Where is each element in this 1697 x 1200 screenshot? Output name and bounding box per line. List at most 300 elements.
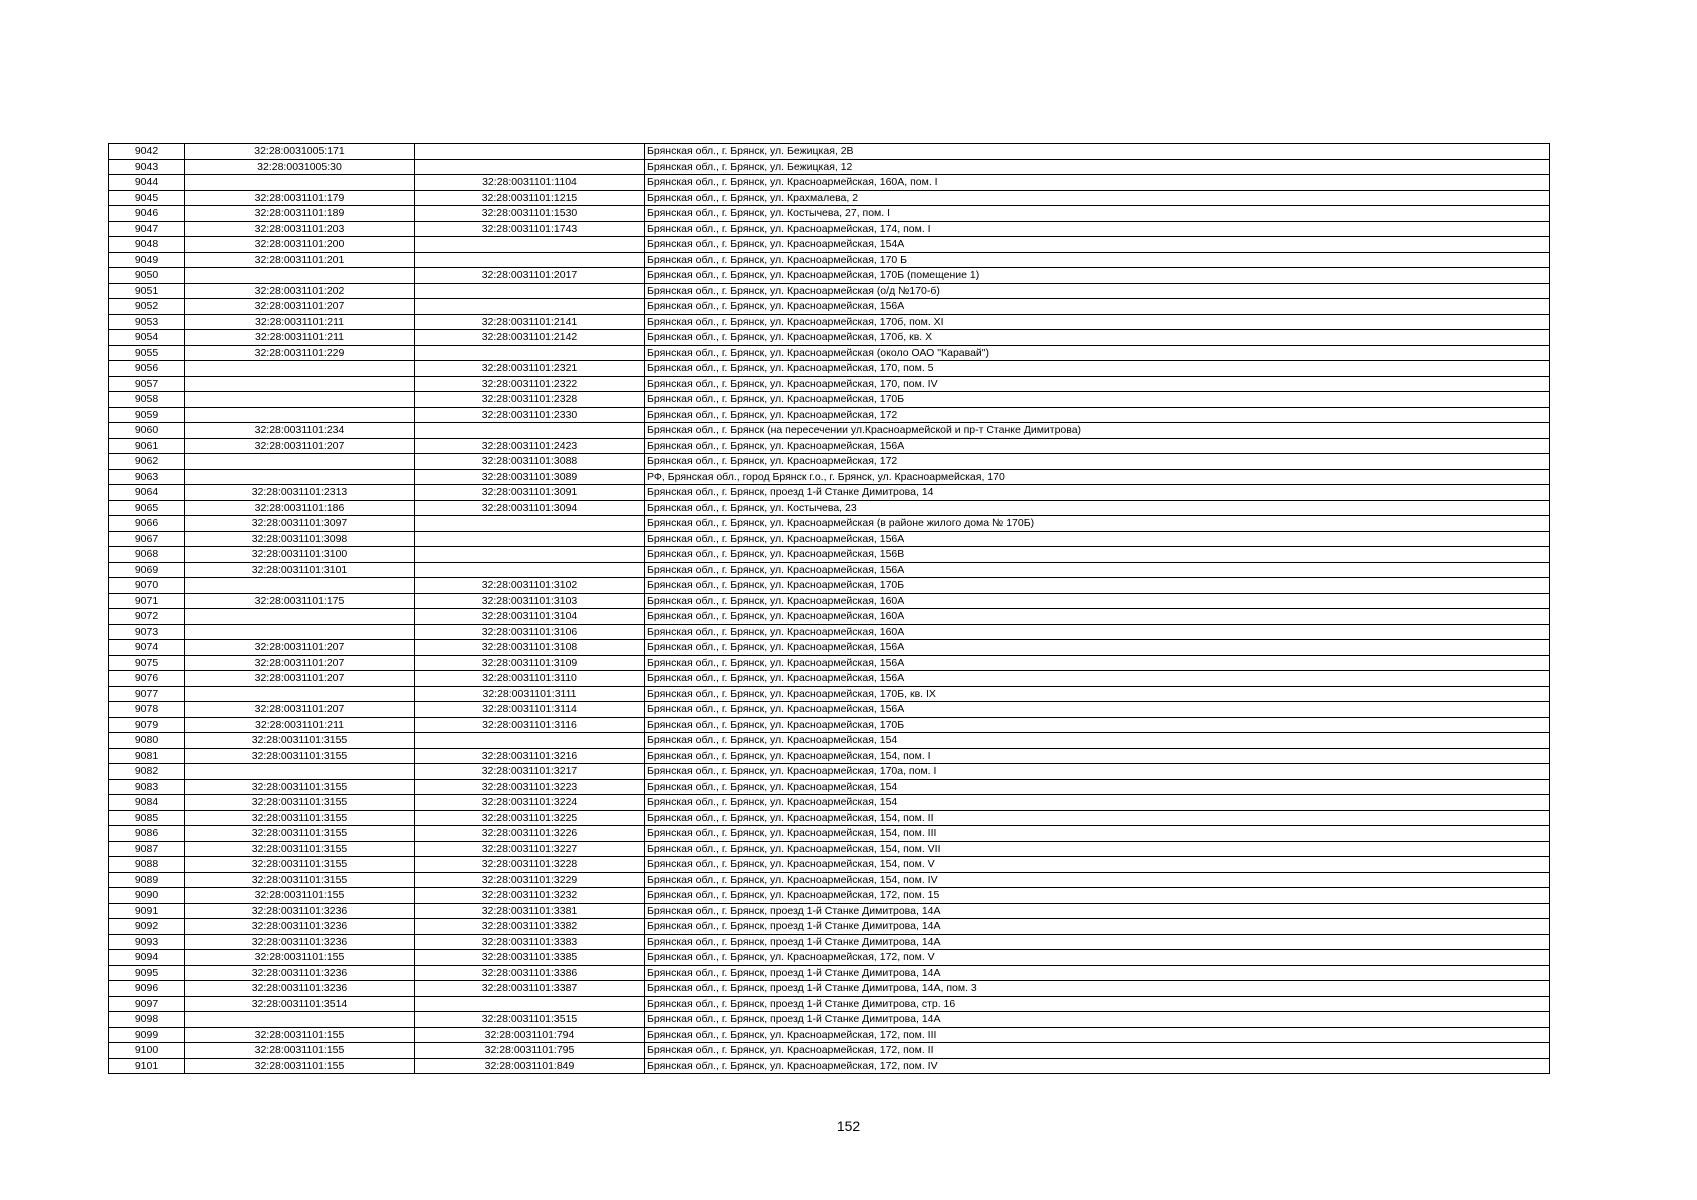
table-row <box>109 593 1550 609</box>
address-cell: Брянская обл., г. Брянск, проезд 1-й Станке Димитрова, 14А <box>645 934 1550 950</box>
address-cell: Брянская обл., г. Брянск, ул. Красноармейская, 156А <box>645 702 1550 718</box>
row-number-cell: 9078 <box>109 702 185 718</box>
object-cadastral-number-cell: 32:28:0031101:3223 <box>415 779 645 795</box>
cadastral-number-cell: 32:28:0031101:211 <box>185 717 415 733</box>
address-cell: Брянская обл., г. Брянск, ул. Бежицкая, 2В <box>645 144 1550 160</box>
address-cell: Брянская обл., г. Брянск, ул. Красноармейская, 172 <box>645 407 1550 423</box>
cadastral-number-cell: 32:28:0031101:3101 <box>185 562 415 578</box>
cadastral-number-cell: 32:28:0031101:3155 <box>185 779 415 795</box>
object-cadastral-number-cell: 32:28:0031101:3217 <box>415 764 645 780</box>
address-cell: Брянская обл., г. Брянск, ул. Красноармейская, 156А <box>645 671 1550 687</box>
row-number-cell: 9046 <box>109 206 185 222</box>
cadastral-number-cell: 32:28:0031101:202 <box>185 283 415 299</box>
address-cell: Брянская обл., г. Брянск, проезд 1-й Станке Димитрова, 14А <box>645 965 1550 981</box>
document-page <box>108 143 1549 1074</box>
row-number-cell: 9098 <box>109 1012 185 1028</box>
cadastral-number-cell <box>185 454 415 470</box>
row-number-cell: 9075 <box>109 655 185 671</box>
table-row <box>109 268 1550 284</box>
cadastral-number-cell: 32:28:0031101:3155 <box>185 810 415 826</box>
row-number-cell: 9050 <box>109 268 185 284</box>
object-cadastral-number-cell <box>415 345 645 361</box>
row-number-cell: 9065 <box>109 500 185 516</box>
row-number-cell: 9072 <box>109 609 185 625</box>
row-number-cell: 9059 <box>109 407 185 423</box>
address-cell: Брянская обл., г. Брянск, ул. Красноармейская (о/д №170-б) <box>645 283 1550 299</box>
table-row <box>109 857 1550 873</box>
cadastral-number-cell: 32:28:0031101:3155 <box>185 748 415 764</box>
address-cell: Брянская обл., г. Брянск, проезд 1-й Станке Димитрова, 14А <box>645 919 1550 935</box>
cadastral-number-cell: 32:28:0031101:3514 <box>185 996 415 1012</box>
table-row <box>109 361 1550 377</box>
cadastral-number-cell <box>185 268 415 284</box>
row-number-cell: 9069 <box>109 562 185 578</box>
cadastral-number-cell <box>185 1012 415 1028</box>
cadastral-number-cell: 32:28:0031101:3098 <box>185 531 415 547</box>
object-cadastral-number-cell: 32:28:0031101:3216 <box>415 748 645 764</box>
address-cell: Брянская обл., г. Брянск, ул. Красноармейская, 172, пом. III <box>645 1027 1550 1043</box>
table-row <box>109 981 1550 997</box>
object-cadastral-number-cell: 32:28:0031101:3386 <box>415 965 645 981</box>
row-number-cell: 9099 <box>109 1027 185 1043</box>
row-number-cell: 9093 <box>109 934 185 950</box>
object-cadastral-number-cell: 32:28:0031101:3103 <box>415 593 645 609</box>
property-table <box>108 143 1550 1074</box>
address-cell: Брянская обл., г. Брянск, ул. Красноармейская, 172, пом. 15 <box>645 888 1550 904</box>
address-cell: Брянская обл., г. Брянск, ул. Красноармейская, 172 <box>645 454 1550 470</box>
cadastral-number-cell: 32:28:0031101:201 <box>185 252 415 268</box>
cadastral-number-cell: 32:28:0031101:211 <box>185 330 415 346</box>
table-row <box>109 345 1550 361</box>
table-row <box>109 159 1550 175</box>
row-number-cell: 9088 <box>109 857 185 873</box>
cadastral-number-cell: 32:28:0031101:3236 <box>185 919 415 935</box>
object-cadastral-number-cell: 32:28:0031101:1104 <box>415 175 645 191</box>
table-row <box>109 717 1550 733</box>
row-number-cell: 9089 <box>109 872 185 888</box>
address-cell: Брянская обл., г. Брянск, ул. Красноармейская, 170б, кв. X <box>645 330 1550 346</box>
table-row <box>109 748 1550 764</box>
address-cell: Брянская обл., г. Брянск, ул. Красноармейская, 154 <box>645 733 1550 749</box>
cadastral-number-cell: 32:28:0031101:207 <box>185 671 415 687</box>
row-number-cell: 9066 <box>109 516 185 532</box>
row-number-cell: 9092 <box>109 919 185 935</box>
address-cell: Брянская обл., г. Брянск, ул. Красноармейская, 156А <box>645 299 1550 315</box>
row-number-cell: 9064 <box>109 485 185 501</box>
table-row <box>109 655 1550 671</box>
address-cell: Брянская обл., г. Брянск, ул. Красноармейская, 154, пом. II <box>645 810 1550 826</box>
row-number-cell: 9080 <box>109 733 185 749</box>
table-row <box>109 469 1550 485</box>
table-row <box>109 485 1550 501</box>
cadastral-number-cell: 32:28:0031101:155 <box>185 1043 415 1059</box>
object-cadastral-number-cell: 32:28:0031101:3381 <box>415 903 645 919</box>
cadastral-number-cell: 32:28:0031101:207 <box>185 655 415 671</box>
address-cell: Брянская обл., г. Брянск, ул. Красноармейская, 170, пом. 5 <box>645 361 1550 377</box>
object-cadastral-number-cell: 32:28:0031101:1743 <box>415 221 645 237</box>
address-cell: Брянская обл., г. Брянск, ул. Красноармейская, 170Б <box>645 717 1550 733</box>
object-cadastral-number-cell: 32:28:0031101:3102 <box>415 578 645 594</box>
table-row <box>109 702 1550 718</box>
cadastral-number-cell: 32:28:0031101:200 <box>185 237 415 253</box>
row-number-cell: 9071 <box>109 593 185 609</box>
cadastral-number-cell: 32:28:0031101:3236 <box>185 903 415 919</box>
table-row <box>109 1012 1550 1028</box>
object-cadastral-number-cell: 32:28:0031101:3232 <box>415 888 645 904</box>
table-row <box>109 841 1550 857</box>
address-cell: Брянская обл., г. Брянск, проезд 1-й Станке Димитрова, стр. 16 <box>645 996 1550 1012</box>
table-row <box>109 206 1550 222</box>
object-cadastral-number-cell: 32:28:0031101:2328 <box>415 392 645 408</box>
object-cadastral-number-cell <box>415 299 645 315</box>
table-row <box>109 221 1550 237</box>
cadastral-number-cell: 32:28:0031101:3236 <box>185 965 415 981</box>
cadastral-number-cell <box>185 175 415 191</box>
row-number-cell: 9055 <box>109 345 185 361</box>
address-cell: Брянская обл., г. Брянск, ул. Красноармейская, 156В <box>645 547 1550 563</box>
cadastral-number-cell <box>185 361 415 377</box>
table-row <box>109 500 1550 516</box>
row-number-cell: 9084 <box>109 795 185 811</box>
property-table-body <box>109 144 1550 1074</box>
row-number-cell: 9077 <box>109 686 185 702</box>
table-row <box>109 252 1550 268</box>
table-row <box>109 888 1550 904</box>
object-cadastral-number-cell: 32:28:0031101:2142 <box>415 330 645 346</box>
object-cadastral-number-cell: 32:28:0031101:3227 <box>415 841 645 857</box>
table-row <box>109 733 1550 749</box>
table-row <box>109 965 1550 981</box>
address-cell: Брянская обл., г. Брянск, проезд 1-й Станке Димитрова, 14А, пом. 3 <box>645 981 1550 997</box>
cadastral-number-cell: 32:28:0031101:234 <box>185 423 415 439</box>
cadastral-number-cell: 32:28:0031101:3155 <box>185 857 415 873</box>
object-cadastral-number-cell <box>415 547 645 563</box>
row-number-cell: 9051 <box>109 283 185 299</box>
object-cadastral-number-cell <box>415 733 645 749</box>
cadastral-number-cell: 32:28:0031101:175 <box>185 593 415 609</box>
table-row <box>109 640 1550 656</box>
table-row <box>109 779 1550 795</box>
page-number: 152 <box>836 1118 861 1134</box>
row-number-cell: 9096 <box>109 981 185 997</box>
object-cadastral-number-cell: 32:28:0031101:3111 <box>415 686 645 702</box>
object-cadastral-number-cell: 32:28:0031101:3224 <box>415 795 645 811</box>
address-cell: Брянская обл., г. Брянск, ул. Красноармейская, 170Б <box>645 392 1550 408</box>
object-cadastral-number-cell <box>415 237 645 253</box>
row-number-cell: 9073 <box>109 624 185 640</box>
cadastral-number-cell: 32:28:0031101:155 <box>185 888 415 904</box>
object-cadastral-number-cell: 32:28:0031101:2321 <box>415 361 645 377</box>
row-number-cell: 9074 <box>109 640 185 656</box>
table-row <box>109 531 1550 547</box>
cadastral-number-cell: 32:28:0031101:179 <box>185 190 415 206</box>
address-cell: Брянская обл., г. Брянск, ул. Красноармейская, 170а, пом. I <box>645 764 1550 780</box>
address-cell: Брянская обл., г. Брянск, ул. Красноармейская, 160А <box>645 624 1550 640</box>
cadastral-number-cell: 32:28:0031101:207 <box>185 702 415 718</box>
address-cell: Брянская обл., г. Брянск, ул. Красноармейская, 156А <box>645 438 1550 454</box>
object-cadastral-number-cell: 32:28:0031101:2017 <box>415 268 645 284</box>
object-cadastral-number-cell <box>415 996 645 1012</box>
row-number-cell: 9095 <box>109 965 185 981</box>
row-number-cell: 9067 <box>109 531 185 547</box>
object-cadastral-number-cell: 32:28:0031101:3228 <box>415 857 645 873</box>
row-number-cell: 9079 <box>109 717 185 733</box>
object-cadastral-number-cell: 32:28:0031101:3108 <box>415 640 645 656</box>
table-row <box>109 919 1550 935</box>
object-cadastral-number-cell: 32:28:0031101:3387 <box>415 981 645 997</box>
table-row <box>109 903 1550 919</box>
object-cadastral-number-cell <box>415 562 645 578</box>
object-cadastral-number-cell: 32:28:0031101:3109 <box>415 655 645 671</box>
cadastral-number-cell <box>185 469 415 485</box>
address-cell: Брянская обл., г. Брянск, ул. Красноармейская, 172, пом. V <box>645 950 1550 966</box>
row-number-cell: 9053 <box>109 314 185 330</box>
cadastral-number-cell: 32:28:0031101:3100 <box>185 547 415 563</box>
table-row <box>109 175 1550 191</box>
row-number-cell: 9085 <box>109 810 185 826</box>
row-number-cell: 9058 <box>109 392 185 408</box>
table-row <box>109 392 1550 408</box>
object-cadastral-number-cell: 32:28:0031101:3088 <box>415 454 645 470</box>
row-number-cell: 9052 <box>109 299 185 315</box>
object-cadastral-number-cell: 32:28:0031101:3515 <box>415 1012 645 1028</box>
address-cell: Брянская обл., г. Брянск, ул. Красноармейская, 170Б <box>645 578 1550 594</box>
object-cadastral-number-cell: 32:28:0031101:3226 <box>415 826 645 842</box>
row-number-cell: 9091 <box>109 903 185 919</box>
row-number-cell: 9044 <box>109 175 185 191</box>
table-row <box>109 950 1550 966</box>
cadastral-number-cell: 32:28:0031005:30 <box>185 159 415 175</box>
table-row <box>109 1043 1550 1059</box>
address-cell: Брянская обл., г. Брянск, ул. Красноармейская, 160А, пом. I <box>645 175 1550 191</box>
cadastral-number-cell: 32:28:0031101:186 <box>185 500 415 516</box>
address-cell: Брянская обл., г. Брянск (на пересечении ул.Красноармейской и пр-т Станке Димитрова) <box>645 423 1550 439</box>
address-cell: Брянская обл., г. Брянск, ул. Костычева, 23 <box>645 500 1550 516</box>
object-cadastral-number-cell <box>415 423 645 439</box>
cadastral-number-cell: 32:28:0031005:171 <box>185 144 415 160</box>
cadastral-number-cell: 32:28:0031101:203 <box>185 221 415 237</box>
table-row <box>109 795 1550 811</box>
table-row <box>109 330 1550 346</box>
row-number-cell: 9049 <box>109 252 185 268</box>
cadastral-number-cell <box>185 578 415 594</box>
object-cadastral-number-cell <box>415 516 645 532</box>
object-cadastral-number-cell <box>415 283 645 299</box>
address-cell: Брянская обл., г. Брянск, ул. Красноармейская, 160А <box>645 609 1550 625</box>
cadastral-number-cell: 32:28:0031101:207 <box>185 299 415 315</box>
row-number-cell: 9047 <box>109 221 185 237</box>
object-cadastral-number-cell: 32:28:0031101:3089 <box>415 469 645 485</box>
object-cadastral-number-cell: 32:28:0031101:3114 <box>415 702 645 718</box>
table-row <box>109 826 1550 842</box>
address-cell: Брянская обл., г. Брянск, ул. Красноармейская, 156А <box>645 640 1550 656</box>
address-cell: Брянская обл., г. Брянск, ул. Красноармейская, 170 Б <box>645 252 1550 268</box>
table-row <box>109 144 1550 160</box>
row-number-cell: 9062 <box>109 454 185 470</box>
row-number-cell: 9063 <box>109 469 185 485</box>
row-number-cell: 9045 <box>109 190 185 206</box>
row-number-cell: 9042 <box>109 144 185 160</box>
object-cadastral-number-cell: 32:28:0031101:2330 <box>415 407 645 423</box>
row-number-cell: 9081 <box>109 748 185 764</box>
address-cell: Брянская обл., г. Брянск, ул. Красноармейская, 154 <box>645 779 1550 795</box>
row-number-cell: 9061 <box>109 438 185 454</box>
cadastral-number-cell: 32:28:0031101:3155 <box>185 826 415 842</box>
row-number-cell: 9082 <box>109 764 185 780</box>
table-row <box>109 624 1550 640</box>
row-number-cell: 9090 <box>109 888 185 904</box>
table-row <box>109 423 1550 439</box>
table-row <box>109 609 1550 625</box>
object-cadastral-number-cell <box>415 144 645 160</box>
address-cell: Брянская обл., г. Брянск, проезд 1-й Станке Димитрова, 14 <box>645 485 1550 501</box>
row-number-cell: 9094 <box>109 950 185 966</box>
row-number-cell: 9054 <box>109 330 185 346</box>
object-cadastral-number-cell: 32:28:0031101:3094 <box>415 500 645 516</box>
cadastral-number-cell: 32:28:0031101:155 <box>185 1058 415 1074</box>
table-row <box>109 686 1550 702</box>
table-row <box>109 1058 1550 1074</box>
address-cell: Брянская обл., г. Брянск, ул. Красноармейская, 154 <box>645 795 1550 811</box>
address-cell: Брянская обл., г. Брянск, ул. Красноармейская, 154, пом. V <box>645 857 1550 873</box>
table-row <box>109 454 1550 470</box>
cadastral-number-cell: 32:28:0031101:3155 <box>185 733 415 749</box>
object-cadastral-number-cell: 32:28:0031101:3382 <box>415 919 645 935</box>
cadastral-number-cell: 32:28:0031101:229 <box>185 345 415 361</box>
cadastral-number-cell: 32:28:0031101:3155 <box>185 841 415 857</box>
cadastral-number-cell <box>185 376 415 392</box>
table-row <box>109 237 1550 253</box>
object-cadastral-number-cell: 32:28:0031101:3225 <box>415 810 645 826</box>
address-cell: Брянская обл., г. Брянск, ул. Красноармейская, 160А <box>645 593 1550 609</box>
address-cell: Брянская обл., г. Брянск, ул. Красноармейская, 154, пом. III <box>645 826 1550 842</box>
table-row <box>109 810 1550 826</box>
object-cadastral-number-cell: 32:28:0031101:3110 <box>415 671 645 687</box>
object-cadastral-number-cell <box>415 531 645 547</box>
cadastral-number-cell: 32:28:0031101:189 <box>185 206 415 222</box>
cadastral-number-cell: 32:28:0031101:207 <box>185 438 415 454</box>
address-cell: Брянская обл., г. Брянск, ул. Красноармейская (в районе жилого дома № 170Б) <box>645 516 1550 532</box>
address-cell: Брянская обл., г. Брянск, ул. Красноармейская, 154, пом. VII <box>645 841 1550 857</box>
table-row <box>109 314 1550 330</box>
cadastral-number-cell: 32:28:0031101:3097 <box>185 516 415 532</box>
table-row <box>109 578 1550 594</box>
object-cadastral-number-cell: 32:28:0031101:3383 <box>415 934 645 950</box>
table-row <box>109 1027 1550 1043</box>
table-row <box>109 764 1550 780</box>
address-cell: Брянская обл., г. Брянск, ул. Красноармейская, 174, пом. I <box>645 221 1550 237</box>
table-row <box>109 516 1550 532</box>
object-cadastral-number-cell: 32:28:0031101:1530 <box>415 206 645 222</box>
table-row <box>109 547 1550 563</box>
address-cell: Брянская обл., г. Брянск, ул. Красноармейская, 156А <box>645 531 1550 547</box>
row-number-cell: 9083 <box>109 779 185 795</box>
object-cadastral-number-cell: 32:28:0031101:849 <box>415 1058 645 1074</box>
address-cell: Брянская обл., г. Брянск, ул. Крахмалева, 2 <box>645 190 1550 206</box>
row-number-cell: 9097 <box>109 996 185 1012</box>
object-cadastral-number-cell: 32:28:0031101:3091 <box>415 485 645 501</box>
row-number-cell: 9086 <box>109 826 185 842</box>
object-cadastral-number-cell: 32:28:0031101:1215 <box>415 190 645 206</box>
cadastral-number-cell: 32:28:0031101:211 <box>185 314 415 330</box>
table-row <box>109 438 1550 454</box>
table-row <box>109 376 1550 392</box>
cadastral-number-cell <box>185 624 415 640</box>
row-number-cell: 9087 <box>109 841 185 857</box>
cadastral-number-cell: 32:28:0031101:155 <box>185 950 415 966</box>
object-cadastral-number-cell: 32:28:0031101:3385 <box>415 950 645 966</box>
object-cadastral-number-cell: 32:28:0031101:3106 <box>415 624 645 640</box>
table-row <box>109 299 1550 315</box>
address-cell: Брянская обл., г. Брянск, проезд 1-й Станке Димитрова, 14А <box>645 1012 1550 1028</box>
table-row <box>109 283 1550 299</box>
table-row <box>109 190 1550 206</box>
object-cadastral-number-cell: 32:28:0031101:3116 <box>415 717 645 733</box>
address-cell: Брянская обл., г. Брянск, ул. Красноармейская, 172, пом. II <box>645 1043 1550 1059</box>
object-cadastral-number-cell: 32:28:0031101:794 <box>415 1027 645 1043</box>
cadastral-number-cell: 32:28:0031101:2313 <box>185 485 415 501</box>
address-cell: Брянская обл., г. Брянск, ул. Костычева, 27, пом. I <box>645 206 1550 222</box>
table-row <box>109 996 1550 1012</box>
address-cell: Брянская обл., г. Брянск, ул. Красноармейская, 170Б, кв. IX <box>645 686 1550 702</box>
row-number-cell: 9048 <box>109 237 185 253</box>
address-cell: Брянская обл., г. Брянск, ул. Красноармейская, 170, пом. IV <box>645 376 1550 392</box>
cadastral-number-cell: 32:28:0031101:207 <box>185 640 415 656</box>
row-number-cell: 9101 <box>109 1058 185 1074</box>
object-cadastral-number-cell <box>415 159 645 175</box>
address-cell: Брянская обл., г. Брянск, ул. Красноармейская, 170б, пом. XI <box>645 314 1550 330</box>
address-cell: РФ, Брянская обл., город Брянск г.о., г. Брянск, ул. Красноармейская, 170 <box>645 469 1550 485</box>
table-row <box>109 562 1550 578</box>
cadastral-number-cell: 32:28:0031101:3236 <box>185 934 415 950</box>
cadastral-number-cell: 32:28:0031101:3236 <box>185 981 415 997</box>
object-cadastral-number-cell: 32:28:0031101:3104 <box>415 609 645 625</box>
address-cell: Брянская обл., г. Брянск, ул. Красноармейская, 154, пом. I <box>645 748 1550 764</box>
address-cell: Брянская обл., г. Брянск, ул. Красноармейская, 156А <box>645 655 1550 671</box>
address-cell: Брянская обл., г. Брянск, ул. Красноармейская, 154А <box>645 237 1550 253</box>
address-cell: Брянская обл., г. Брянск, ул. Красноармейская, 154, пом. IV <box>645 872 1550 888</box>
row-number-cell: 9076 <box>109 671 185 687</box>
address-cell: Брянская обл., г. Брянск, ул. Красноармейская, 170Б (помещение 1) <box>645 268 1550 284</box>
object-cadastral-number-cell: 32:28:0031101:2423 <box>415 438 645 454</box>
address-cell: Брянская обл., г. Брянск, ул. Красноармейская, 172, пом. IV <box>645 1058 1550 1074</box>
address-cell: Брянская обл., г. Брянск, ул. Красноармейская (около ОАО "Каравай") <box>645 345 1550 361</box>
row-number-cell: 9100 <box>109 1043 185 1059</box>
row-number-cell: 9060 <box>109 423 185 439</box>
row-number-cell: 9057 <box>109 376 185 392</box>
address-cell: Брянская обл., г. Брянск, ул. Бежицкая, 12 <box>645 159 1550 175</box>
object-cadastral-number-cell: 32:28:0031101:795 <box>415 1043 645 1059</box>
row-number-cell: 9043 <box>109 159 185 175</box>
cadastral-number-cell <box>185 392 415 408</box>
cadastral-number-cell: 32:28:0031101:155 <box>185 1027 415 1043</box>
table-row <box>109 872 1550 888</box>
cadastral-number-cell <box>185 686 415 702</box>
table-row <box>109 671 1550 687</box>
address-cell: Брянская обл., г. Брянск, ул. Красноармейская, 156А <box>645 562 1550 578</box>
table-row <box>109 407 1550 423</box>
object-cadastral-number-cell: 32:28:0031101:2141 <box>415 314 645 330</box>
object-cadastral-number-cell: 32:28:0031101:2322 <box>415 376 645 392</box>
object-cadastral-number-cell <box>415 252 645 268</box>
cadastral-number-cell <box>185 407 415 423</box>
row-number-cell: 9070 <box>109 578 185 594</box>
table-row <box>109 934 1550 950</box>
cadastral-number-cell: 32:28:0031101:3155 <box>185 872 415 888</box>
cadastral-number-cell: 32:28:0031101:3155 <box>185 795 415 811</box>
row-number-cell: 9056 <box>109 361 185 377</box>
cadastral-number-cell <box>185 764 415 780</box>
